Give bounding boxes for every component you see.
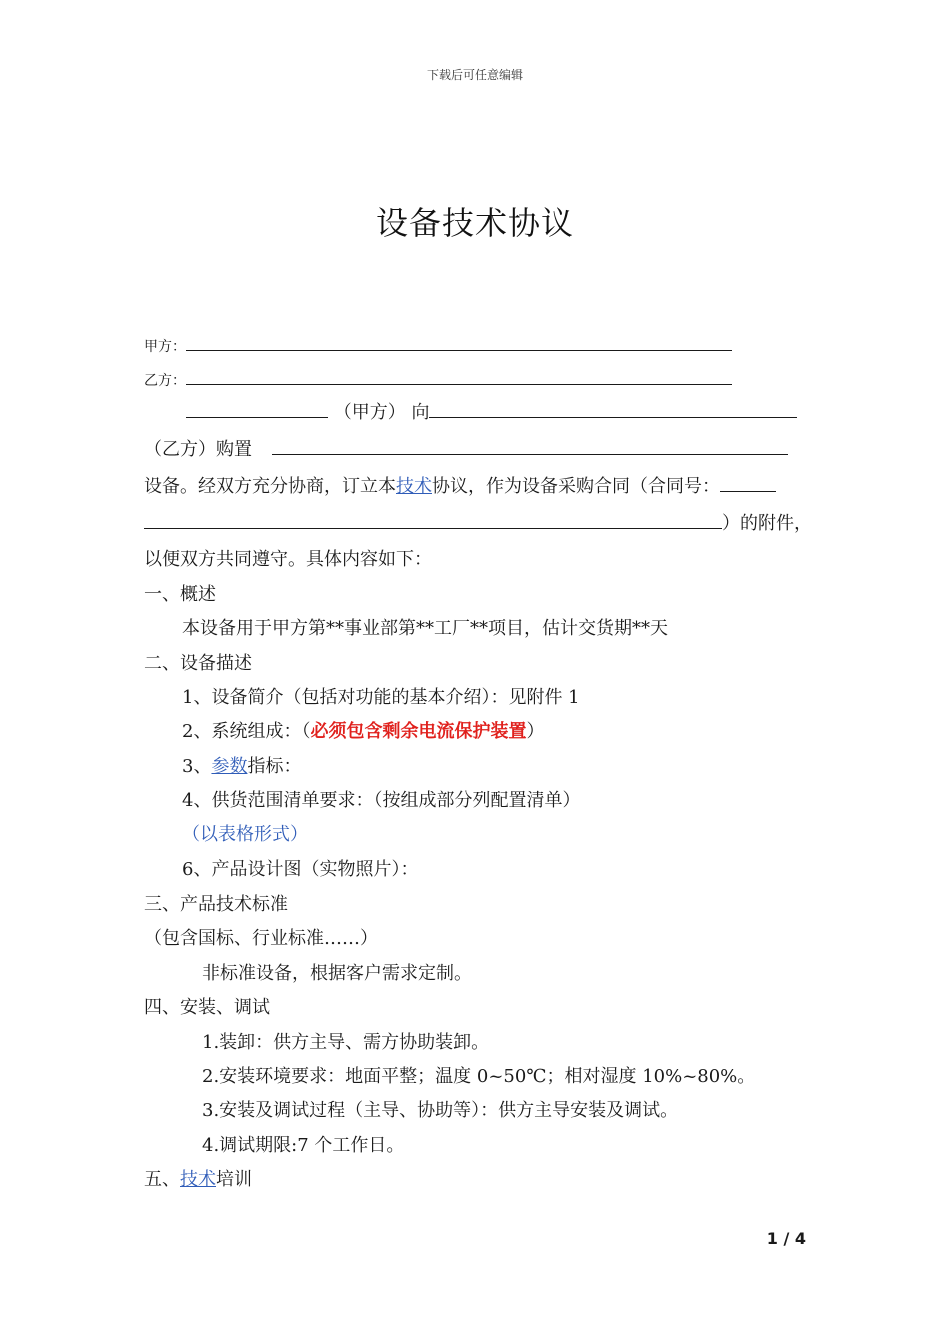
section-3-note: （包含国标、行业标准……） [144,928,378,949]
party-a-blank[interactable] [186,332,732,351]
section-3-body: 非标准设备，根据客户需求定制。 [202,963,472,984]
params-link[interactable]: 参数 [211,756,248,777]
party-b-paren: （乙方）购置 [144,439,252,460]
intro-text: 协议，作为设备采购合同（合同号： [432,476,720,497]
document-title: 设备技术协议 [375,204,574,242]
page-number: 1 / 4 [766,1229,806,1248]
tech-link[interactable]: 技术 [396,476,432,497]
to-text: 向 [411,402,430,423]
section-2-heading: 二、设备描述 [144,653,252,674]
section-2-item-3 [182,755,301,779]
section-4-heading: 四、安装、调试 [144,997,270,1018]
tech-training-link[interactable]: 技术 [180,1169,216,1190]
item-text: 指标： [247,756,302,777]
party-b-blank[interactable] [186,366,732,385]
section-2-item-4-note: （以表格形式） [182,824,308,845]
section-4-item-3: 3.安装及调试过程（主导、协助等）：供方主导安装及调试。 [202,1100,679,1121]
intro-line-4 [144,510,812,536]
equipment-name-blank[interactable] [272,436,788,455]
page-header: 下载后可任意编辑 [426,68,523,82]
section-5-heading [144,1168,252,1192]
party-a-name-blank[interactable] [186,399,328,418]
contract-number-blank[interactable] [720,473,776,492]
party-b-line [144,366,732,393]
party-a-paren: （甲方） [333,402,406,423]
item-text: ） [526,721,545,742]
contract-number-blank-cont[interactable] [144,510,722,529]
section-2-item-4: 4、供货范围清单要求：（按组成部分列配置清单） [182,790,581,811]
section-1-body: 本设备用于甲方第**事业部第**工厂**项目，估计交货期**天 [182,618,668,639]
section-4-item-4: 4.调试期限:7 个工作日。 [202,1135,405,1156]
intro-text: 设备。经双方充分协商，订立本 [144,476,396,497]
heading-text: 培训 [216,1169,252,1190]
party-b-label: 乙方： [144,373,186,389]
intro-line-1 [186,399,797,425]
intro-text: ）的附件， [722,513,812,534]
party-a-label: 甲方： [144,339,186,355]
intro-line-5: 以便双方共同遵守。具体内容如下： [144,549,432,570]
item-text: 3、 [182,756,212,777]
section-2-item-6: 6、产品设计图（实物照片）： [182,859,419,880]
section-4-item-2: 2.安装环境要求：地面平整；温度 0~50℃；相对湿度 10%~80%。 [202,1066,756,1087]
rcd-requirement: 必须包含剩余电流保护装置 [310,721,527,742]
heading-text: 五、 [144,1169,180,1190]
party-b-name-blank[interactable] [429,399,797,418]
intro-line-3 [144,473,776,499]
section-2-item-1: 1、设备简介（包括对功能的基本介绍）：见附件 1 [182,687,580,708]
party-a-line [144,332,732,359]
intro-line-2 [144,436,788,462]
section-4-item-1: 1.装卸：供方主导、需方协助装卸。 [202,1032,490,1053]
section-1-heading: 一、概述 [144,584,216,605]
section-2-item-2 [182,720,544,744]
item-text: 2、系统组成：（ [182,721,311,742]
section-3-heading: 三、产品技术标准 [144,894,288,915]
